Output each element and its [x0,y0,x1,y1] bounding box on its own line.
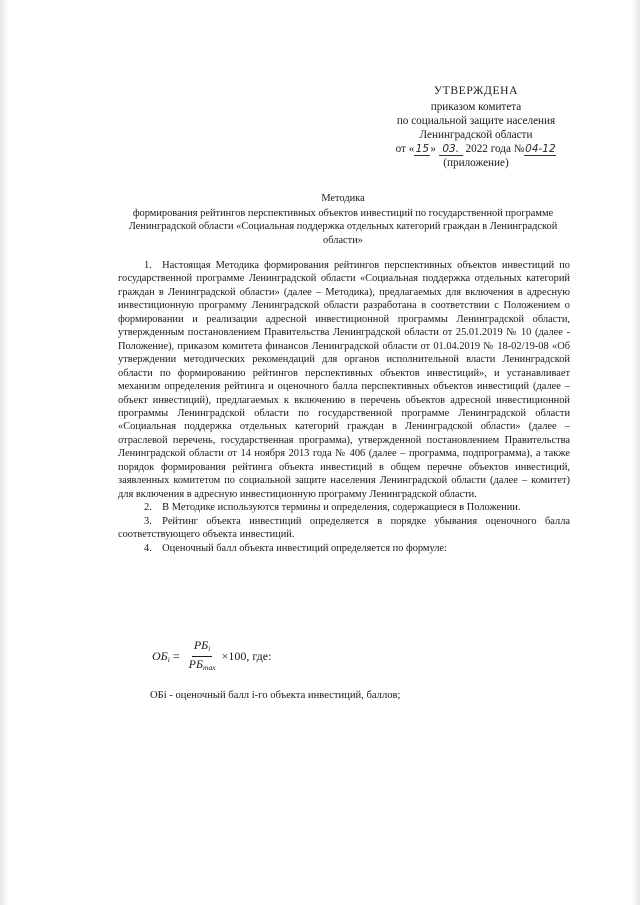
date-separator: » [430,143,436,155]
paragraph-2: 2. В Методике используются термины и определения, содержащиеся в Положении. [144,502,521,514]
date-prefix: от « [395,143,415,155]
paragraph-3: 3. Рейтинг объекта инвестиций определяется в порядке убывания оценочного балла соответствующего объекта инвестиций. [118,515,570,541]
date-day-handwritten: 15 [415,143,430,155]
formula-multiplier: ×100, где: [221,648,272,663]
paragraph-4: 4. Оценочный балл объекта инвестиций определяется по формуле: [144,542,447,554]
document-title [118,192,568,247]
date-month-handwritten: 03. [439,143,463,156]
document-body [118,259,570,555]
order-number-handwritten: 04-12 [525,143,556,155]
scan-edge-left [0,0,8,905]
approval-date-line [378,142,574,156]
rating-formula [152,636,271,676]
date-year: 2022 года № [465,143,525,155]
approval-line-1: приказом комитета [430,101,522,113]
formula-denominator: $РБ_{max}$ [188,656,216,672]
approval-appendix: (приложение) [443,157,509,169]
approval-stamp-block [378,84,574,170]
paragraph-1: 1. Настоящая Методика формирования рейтингов перспективных объектов инвестиций по государственной программе Ленинградской области «Социальная поддержка отдельных категорий граждан в Ленинградской области» (далее – Методика), предлагаемых для включения в адресную инвестиционную программу Ленинградской области разработана в соответствии с Положением о формировании и реализации адресной инвестиционной программы Ленинградской области, утвержденным постановлением Правительства Ленинградской области от 25.01.2019 № 10 (далее - Положение), приказом комитета финансов Ленинградской области от 01.04.2019 № 18-02/19-08 «Об утверждении методических рекомендаций для органов исполнительной власти Ленинградской области по формированию рейтингов перспективных объектов инвестиций», и устанавливает механизм определения рейтинга и оценочного балла перспективных объектов инвестиций (далее – объект инвестиций), предлагаемых к включению в перечень объектов адресной инвестиционной программы Ленинградской области по государственной программе Ленинградской области «Социальная поддержка отдельных категорий граждан в Ленинградской области» (далее – отраслевой перечень, государственная программа), утвержденной постановлением Правительства Ленинградской области от 14 ноября 2013 года № 406 (далее – программа, подпрограмма), а также порядок формирования рейтинга объекта инвестиций в общем перечне объектов инвестиций, заявленных комитетом по социальной защите населения Ленинградской области (далее – комитет) для включения в адресную инвестиционную программу Ленинградской области. [118,260,570,500]
approval-line-2: по социальной защите населения [396,115,556,127]
formula-numerator: $РБ_i$ [192,638,213,657]
formula-lhs: $ОБ_i$ [152,648,170,664]
formula-definition: ОБi - оценочный балл i-го объекта инвестиций, баллов; [150,690,401,701]
approval-heading: УТВЕРЖДЕНА [433,84,519,97]
formula-equals: = [172,648,180,663]
title-subheading: формирования рейтингов перспективных объектов инвестиций по государственной программе Ленинградской области «Социальная поддержка отдельных категорий граждан в Ленинградской области» [128,207,558,246]
formula-fraction [187,638,218,675]
approval-line-3: Ленинградской области [419,129,533,141]
title-heading: Методика [321,193,365,204]
scan-edge-right [632,0,640,905]
